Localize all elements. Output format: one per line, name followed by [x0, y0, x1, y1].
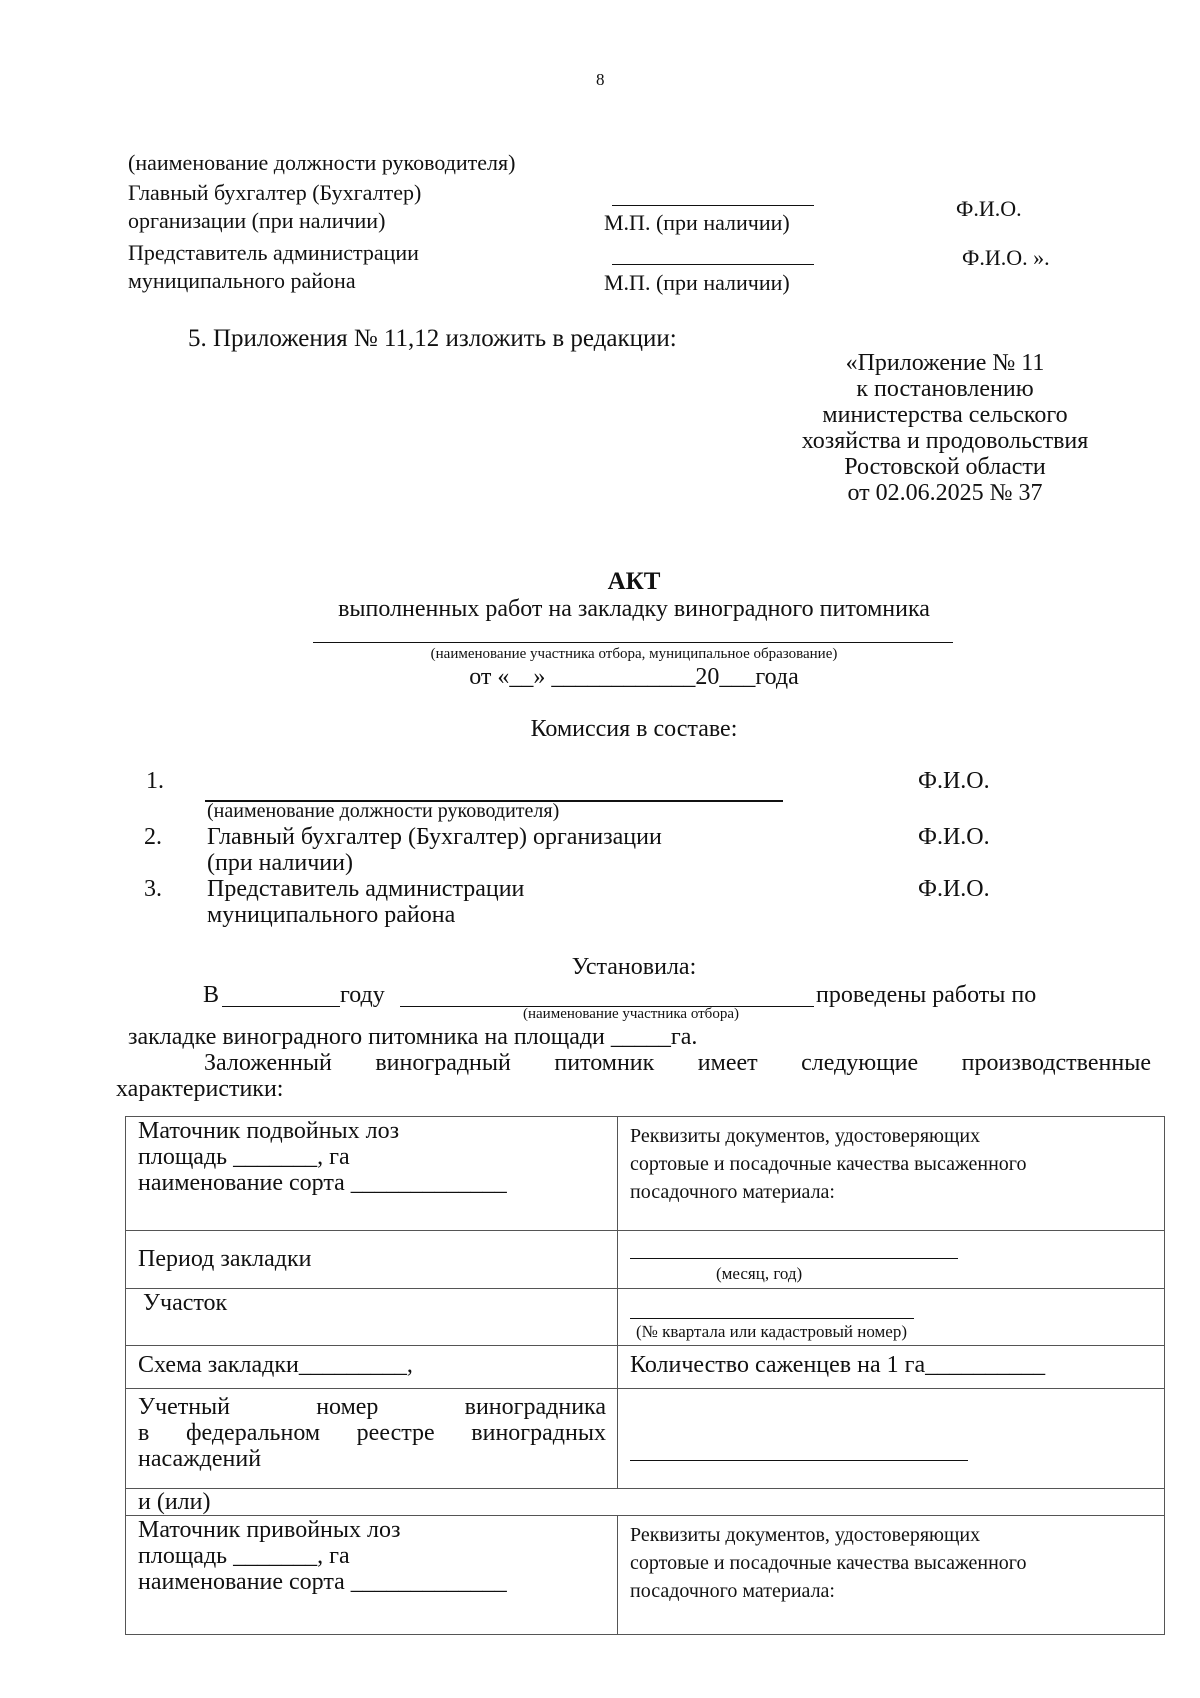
- table-divider-upper: [617, 1116, 618, 1488]
- table-row-line: [125, 1230, 1165, 1231]
- paragraph-word: производственные: [961, 1050, 1151, 1076]
- docs-line-2: сортовые и посадочные качества высаженного: [630, 1552, 1027, 1574]
- rootstock-area: площадь _______, га: [138, 1144, 350, 1170]
- scion-variety: наименование сорта _____________: [138, 1569, 507, 1595]
- docs-line-2: сортовые и посадочные качества высаженного: [630, 1153, 1027, 1175]
- plot-caption: (№ квартала или кадастровый номер): [636, 1322, 908, 1341]
- commission-fio-1: Ф.И.О.: [918, 768, 990, 794]
- planting-period-line: [630, 1258, 958, 1259]
- commission-caption-1: (наименование должности руководителя): [207, 800, 560, 822]
- docs-line-3: посадочного материала:: [630, 1580, 835, 1602]
- scion-area: площадь _______, га: [138, 1543, 350, 1569]
- registry-number-row-1: [138, 1394, 606, 1421]
- table-row-line: [125, 1288, 1165, 1289]
- appendix-line-1: «Приложение № 11: [845, 350, 1045, 376]
- commission-number-3: 3.: [144, 876, 162, 902]
- established-line-2: закладке виноградного питомника на площади _____га.: [128, 1024, 698, 1050]
- paragraph-word: питомник: [554, 1050, 655, 1076]
- page-number: 8: [596, 70, 605, 89]
- established-paragraph-row: [204, 1050, 1151, 1077]
- item-5-text: 5. Приложения № 11,12 изложить в редакции:: [188, 325, 677, 352]
- act-title: АКТ: [607, 568, 661, 595]
- table-border-bottom: [125, 1634, 1165, 1635]
- planting-scheme-label: Схема закладки_________,: [138, 1352, 413, 1378]
- registry-word: виноградных: [471, 1420, 606, 1446]
- rootstock-docs-cell: [630, 1122, 1027, 1206]
- plot-label: Участок: [143, 1290, 228, 1316]
- sig-accountant-label: Главный бухгалтер (Бухгалтер): [128, 180, 422, 205]
- act-subtitle: выполненных работ на закладку виноградного питомника: [338, 596, 930, 622]
- table-row-line: [125, 1388, 1165, 1389]
- registry-word: номер: [316, 1394, 379, 1420]
- and-or-label: и (или): [138, 1489, 211, 1515]
- established-godu: году: [340, 982, 385, 1008]
- appendix-line-5: Ростовской области: [844, 454, 1046, 480]
- scion-title: Маточник привойных лоз: [138, 1517, 401, 1543]
- commission-fio-2: Ф.И.О.: [918, 824, 990, 850]
- sig-accountant-label-2: организации (при наличии): [128, 208, 386, 233]
- docs-line-3: посадочного материала:: [630, 1181, 835, 1203]
- scion-cell: [138, 1517, 507, 1595]
- year-line: [222, 1006, 340, 1007]
- appendix-line-2: к постановлению: [856, 376, 1034, 402]
- registry-word: Учетный: [138, 1394, 231, 1420]
- established-caption: (наименование участника отбора): [523, 1006, 739, 1022]
- sig-representative-label-2: муниципального района: [128, 268, 356, 293]
- rootstock-variety: наименование сорта _____________: [138, 1170, 507, 1196]
- fio-label-1: Ф.И.О.: [956, 196, 1022, 221]
- commission-fio-3: Ф.И.О.: [918, 876, 990, 902]
- paragraph-word: имеет: [697, 1050, 758, 1076]
- commission-number-2: 2.: [144, 824, 162, 850]
- commission-heading: Комиссия в составе:: [530, 716, 738, 742]
- act-date-line: от «__» ____________20___года: [469, 664, 799, 690]
- commission-text-2a: Главный бухгалтер (Бухгалтер) организации: [207, 824, 662, 850]
- paragraph-word: Заложенный: [204, 1050, 332, 1076]
- table-border-right: [1164, 1116, 1165, 1634]
- commission-text-2b: (при наличии): [207, 850, 353, 876]
- table-border-left: [125, 1116, 126, 1634]
- fio-label-2: Ф.И.О. ».: [962, 245, 1050, 270]
- registry-word: федеральном: [185, 1420, 321, 1446]
- signature-line-1: [612, 205, 814, 206]
- commission-text-3b: муниципального района: [207, 902, 456, 928]
- planting-period-caption: (месяц, год): [716, 1264, 803, 1283]
- paragraph-word: виноградный: [375, 1050, 511, 1076]
- established-paragraph-end: характеристики:: [116, 1076, 284, 1102]
- table-row-line: [125, 1515, 1165, 1516]
- registry-word: виноградника: [464, 1394, 606, 1420]
- registry-number-line: [630, 1460, 968, 1461]
- established-v: В: [203, 982, 220, 1008]
- registry-number-end: насаждений: [138, 1446, 262, 1472]
- registry-number-row-2: [138, 1420, 606, 1447]
- planting-period-label: Период закладки: [138, 1246, 312, 1272]
- commission-text-3a: Представитель администрации: [207, 876, 525, 902]
- docs-line-1: Реквизиты документов, удостоверяющих: [630, 1524, 981, 1546]
- registry-word: реестре: [356, 1420, 435, 1446]
- plot-line: [630, 1318, 914, 1319]
- rootstock-cell: [138, 1118, 507, 1196]
- table-border-top: [125, 1116, 1165, 1117]
- established-works: проведены работы по: [816, 982, 1037, 1008]
- paragraph-word: следующие: [801, 1050, 919, 1076]
- established-heading: Установила:: [571, 954, 697, 980]
- sig-representative-label: Представитель администрации: [128, 240, 419, 265]
- stamp-note-1: М.П. (при наличии): [604, 210, 790, 235]
- table-row-line: [125, 1488, 1165, 1489]
- appendix-header: [760, 350, 1130, 506]
- appendix-line-3: министерства сельского: [822, 402, 1068, 428]
- scion-docs-cell: [630, 1521, 1027, 1605]
- seedlings-per-ha-label: Количество саженцев на 1 га__________: [630, 1352, 1046, 1378]
- commission-number-1: 1.: [146, 768, 164, 794]
- table-row-line: [125, 1345, 1165, 1346]
- registry-word: в: [138, 1420, 150, 1446]
- stamp-note-2: М.П. (при наличии): [604, 270, 790, 295]
- participant-caption: (наименование участника отбора, муниципальное образование): [430, 646, 838, 662]
- sig-position-caption: (наименование должности руководителя): [128, 150, 516, 175]
- participant-name-line: [313, 642, 953, 643]
- appendix-line-4: хозяйства и продовольствия: [801, 428, 1089, 454]
- docs-line-1: Реквизиты документов, удостоверяющих: [630, 1125, 981, 1147]
- rootstock-title: Маточник подвойных лоз: [138, 1118, 400, 1144]
- appendix-line-6: от 02.06.2025 № 37: [847, 480, 1043, 506]
- table-divider-lower: [617, 1515, 618, 1634]
- signature-line-2: [612, 264, 814, 265]
